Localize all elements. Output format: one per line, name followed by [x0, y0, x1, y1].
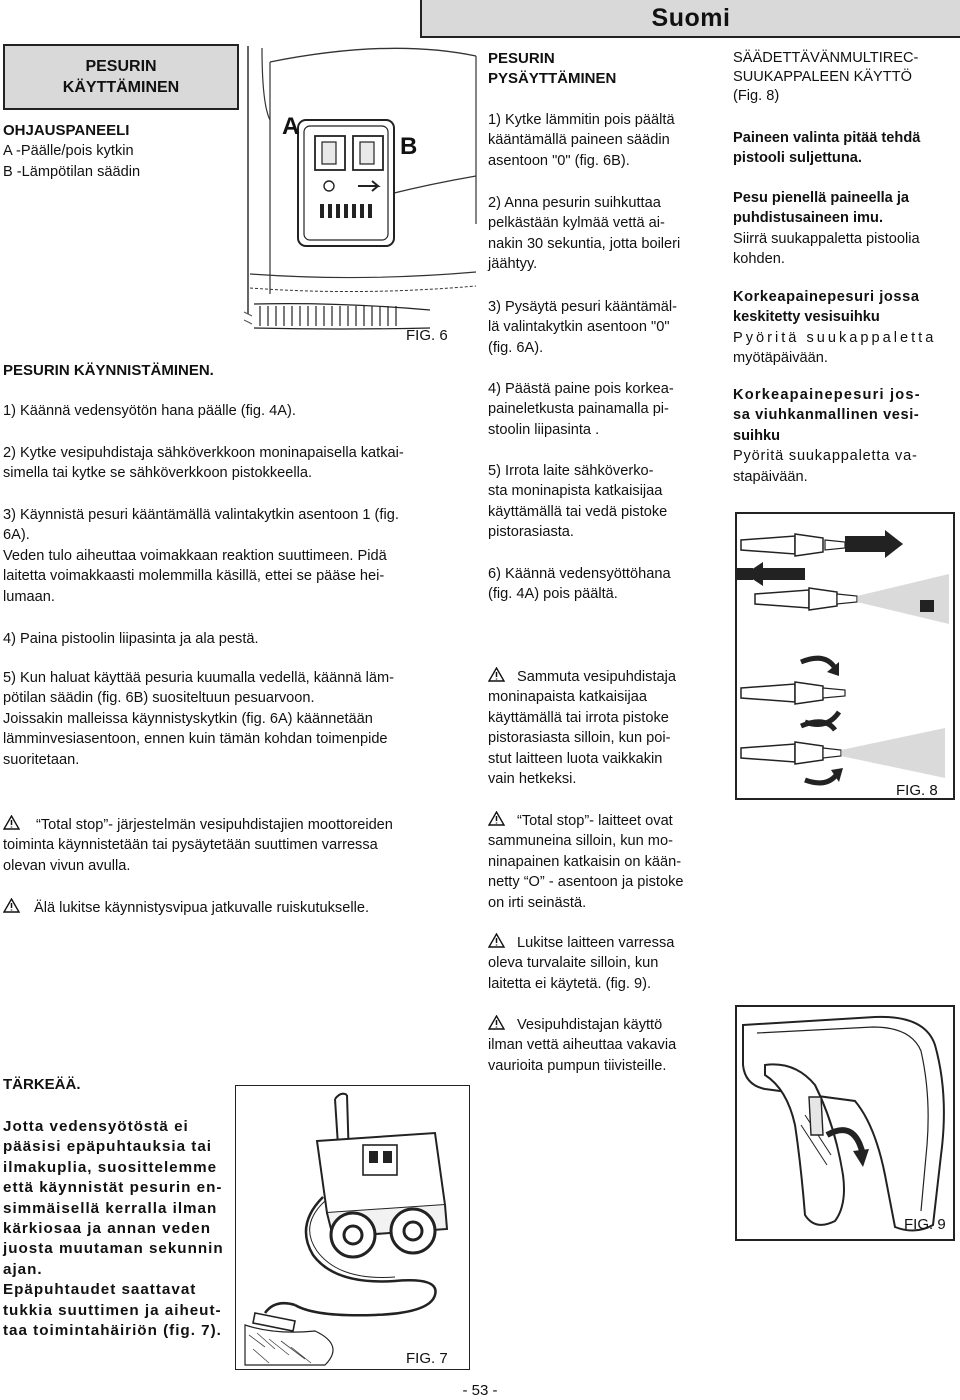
important-line: tukkia suuttimen ja aiheut-	[3, 1301, 222, 1319]
nozzle-low-pressure-line: kohden.	[733, 251, 785, 268]
important-heading: TÄRKEÄÄ.	[3, 1076, 81, 1093]
fig8-nozzle-illustration	[735, 512, 955, 800]
nozzle-low-pressure	[733, 188, 959, 270]
stop-heading	[488, 49, 616, 89]
nozzle-fan-line: suihku	[733, 427, 781, 444]
fig8-caption: FIG. 8	[896, 782, 938, 799]
nozzle-heading-line: SÄÄDETTÄVÄNMULTIREC-	[733, 50, 919, 66]
nozzle-concentrated-diagram	[741, 658, 845, 724]
start-step-2-line1: 2) Kytke vesipuhdistaja sähköverkkoon moninapaisella katkai-	[3, 445, 404, 461]
fig6-caption: FIG. 6	[406, 327, 448, 344]
panel-item-b: B -Lämpötilan säädin	[3, 164, 141, 180]
nozzle-concentrated-line: myötäpäivään.	[733, 350, 828, 367]
stop-step-3	[488, 297, 714, 358]
stop-step-1-line: 1) Kytke lämmitin pois päältä	[488, 112, 675, 128]
nozzle-concentrated	[733, 287, 959, 369]
start-step-3	[3, 505, 469, 607]
warning-total-stop-off-line: on irti seinästä.	[488, 894, 587, 911]
important-line: ajan.	[3, 1260, 43, 1278]
warning-switch-off-line: pistorasiasta silloin, kun poi-	[488, 730, 671, 747]
nozzle-low-pressure-line: puhdistusaineen imu.	[733, 210, 884, 227]
stop-step-2	[488, 193, 714, 275]
warning-no-water-line: ilman vettä aiheuttaa vakavia	[488, 1037, 677, 1054]
warning-icon	[488, 933, 505, 948]
page-number: - 53 -	[462, 1382, 498, 1399]
warning-switch-off	[488, 667, 714, 789]
nozzle-concentrated-line: Pyöritä suukappaletta	[733, 329, 937, 346]
stop-step-1-line: kääntämällä paineen säädin	[488, 132, 670, 149]
section-title-box	[3, 44, 239, 110]
start-step-1: 1) Käännä vedensyötön hana päälle (fig. 4A).	[3, 403, 296, 419]
warning-total-stop-line2: toiminta käynnistetään tai pysäytetään suuttimen varressa	[3, 837, 378, 854]
warning-total-stop-line3: olevan vivun avulla.	[3, 857, 131, 874]
stop-step-5-line: käyttämällä tai vedä pistoke	[488, 503, 668, 520]
start-heading: PESURIN KÄYNNISTÄMINEN.	[3, 362, 214, 379]
language-header: Suomi	[420, 0, 960, 38]
important-line: juosta muutaman sekunnin	[3, 1240, 224, 1258]
fig9-gun-safety-lock-illustration	[735, 1005, 955, 1241]
stop-step-4-line: 4) Päästä paine pois korkea-	[488, 381, 674, 397]
start-step-3-line3: Veden tulo aiheuttaa voimakkaan reaktion suuttimeen. Pidä	[3, 547, 387, 564]
nozzle-low-pressure-line: Pesu pienellä paineella ja	[733, 190, 910, 206]
nozzle-concentrated-line: keskitetty vesisuihku	[733, 309, 880, 326]
stop-step-2-line: pelkästään kylmää vettä ai-	[488, 215, 665, 232]
warning-icon	[3, 898, 20, 913]
control-panel-heading: OHJAUSPANEELI	[3, 122, 130, 139]
start-step-3-line2: 6A).	[3, 527, 30, 544]
warning-no-water-line: Vesipuhdistajan käyttö	[517, 1017, 663, 1033]
stop-step-2-line: 2) Anna pesurin suihkuttaa	[488, 195, 661, 211]
nozzle-fan-line: Korkeapainepesuri jos-	[733, 387, 921, 403]
nozzle-concentrated-line: Korkeapainepesuri jossa	[733, 289, 920, 305]
warning-switch-off-line: moninapaista katkaisijaa	[488, 689, 647, 706]
warning-icon	[488, 1015, 505, 1030]
stop-heading-line2: PYSÄYTTÄMINEN	[488, 70, 617, 87]
stop-step-4-line: paineletkusta painamalla pi-	[488, 401, 669, 418]
start-step-2	[3, 443, 469, 484]
warning-safety-lock	[488, 933, 714, 994]
stop-step-6-line: 6) Käännä vedensyöttöhana	[488, 566, 671, 582]
section-title-line1: PESURIN	[85, 58, 157, 75]
start-step-5	[3, 668, 469, 770]
fig6-control-panel-illustration	[240, 44, 482, 346]
start-step-3-line5: lumaan.	[3, 588, 55, 605]
stop-step-2-line: nakin 30 sekuntia, jotta boileri	[488, 235, 681, 252]
start-step-5-line3: Joissakin malleissa käynnistyskytkin (fig. 6A) käännetään	[3, 710, 373, 727]
stop-step-3-line: (fig. 6A).	[488, 339, 544, 356]
nozzle-note-line: pistooli suljettuna.	[733, 150, 862, 167]
fig7-pressure-washer-illustration	[235, 1085, 470, 1370]
important-line: ilmakuplia, suosittelemme	[3, 1158, 218, 1176]
start-step-3-line4: laitetta voimakkaasti molemmilla käsillä, ettei se pääse hei-	[3, 568, 385, 585]
warning-switch-off-line: käyttämällä tai irrota pistoke	[488, 709, 669, 726]
nozzle-fan-diagram	[741, 722, 945, 783]
stop-step-4-line: stoolin liipasinta .	[488, 421, 600, 438]
panel-item-a: A -Päälle/pois kytkin	[3, 143, 134, 159]
nozzle-heading	[733, 49, 959, 106]
stop-step-3-line: lä valintakytkin asentoon "0"	[488, 319, 670, 336]
stop-heading-line1: PESURIN	[488, 50, 555, 67]
stop-step-5-line: sta moninapista katkaisijaa	[488, 483, 663, 500]
stop-step-6	[488, 564, 714, 605]
important-line: kärkiosaa ja annan veden	[3, 1220, 212, 1238]
fig9-caption: FIG. 9	[904, 1216, 946, 1233]
stop-step-1	[488, 110, 712, 171]
stop-step-4	[488, 379, 714, 440]
nozzle-note-line: Paineen valinta pitää tehdä	[733, 130, 921, 146]
nozzle-heading-line: (Fig. 8)	[733, 88, 780, 104]
start-step-4: 4) Paina pistoolin liipasinta ja ala pestä.	[3, 631, 259, 647]
warning-switch-off-line: vain hetkeksi.	[488, 771, 577, 788]
important-line: taa toimintahäiriön (fig. 7).	[3, 1322, 222, 1340]
important-line: pääsisi epäpuhtauksia tai	[3, 1138, 213, 1156]
important-line: että käynnistät pesurin en-	[3, 1179, 223, 1197]
nozzle-fan-line: Pyöritä suukappaletta va-	[733, 448, 918, 465]
nozzle-low-pressure-line: Siirrä suukappaletta pistoolia	[733, 230, 920, 247]
warning-lock	[3, 898, 369, 918]
fig6-label-b: B	[400, 133, 418, 160]
fig6-label-a: A	[282, 113, 300, 140]
important-line: Jotta vedensyötöstä ei	[3, 1118, 189, 1135]
warning-switch-off-line: Sammuta vesipuhdistaja	[517, 669, 676, 685]
start-step-5-line5: suoritetaan.	[3, 751, 80, 768]
warning-total-stop-line1: “Total stop”- järjestelmän vesipuhdistajien moottoreiden	[36, 817, 393, 833]
warning-icon	[488, 811, 505, 826]
warning-safety-lock-line: oleva turvalaite silloin, kun	[488, 955, 659, 972]
warning-total-stop-off-line: “Total stop”- laitteet ovat	[517, 813, 673, 829]
stop-step-3-line: 3) Pysäytä pesuri kääntämäl-	[488, 299, 677, 315]
warning-lock-text: Älä lukitse käynnistysvipua jatkuvalle ruiskutukselle.	[34, 900, 370, 916]
warning-icon	[488, 667, 505, 682]
important-line: simmäisellä kerralla ilman	[3, 1199, 218, 1217]
stop-step-6-line: (fig. 4A) pois päältä.	[488, 586, 618, 603]
warning-total-stop-off-line: sammuneina silloin, kun mo-	[488, 833, 673, 850]
nozzle-fan-line: stapäivään.	[733, 468, 808, 485]
warning-total-stop	[3, 815, 471, 876]
start-step-3-line1: 3) Käynnistä pesuri kääntämällä valintakytkin asentoon 1 (fig.	[3, 507, 399, 523]
warning-icon	[3, 815, 20, 830]
warning-total-stop-off-line: ninapainen katkaisin on kään-	[488, 853, 682, 870]
start-step-5-line1: 5) Kun haluat käyttää pesuria kuumalla vedellä, käännä läm-	[3, 670, 395, 686]
stop-step-1-line: asentoon "0" (fig. 6B).	[488, 152, 630, 169]
stop-step-5	[488, 461, 714, 543]
important-line: Epäpuhtaudet saattavat	[3, 1281, 197, 1299]
stop-step-5-line: pistorasiasta.	[488, 524, 574, 541]
warning-safety-lock-line: laitetta ei käytetä. (fig. 9).	[488, 975, 652, 992]
warning-no-water-line: vaurioita pumpun tiivisteille.	[488, 1057, 667, 1074]
start-step-2-line2: simella tai kytke se sähköverkkoon pistokkeella.	[3, 465, 313, 482]
start-step-5-line2: pötilan säädin (fig. 6B) suositeltuun pesuarvoon.	[3, 690, 315, 707]
stop-step-5-line: 5) Irrota laite sähköverko-	[488, 463, 654, 479]
warning-total-stop-off	[488, 811, 714, 913]
nozzle-fan-line: sa viuhkanmallinen vesi-	[733, 407, 920, 424]
nozzle-low-pressure-spray-diagram	[735, 562, 949, 624]
nozzle-fan	[733, 385, 959, 487]
warning-no-water	[488, 1015, 714, 1076]
nozzle-note	[733, 128, 959, 169]
section-title-line2: KÄYTTÄMINEN	[62, 79, 180, 96]
fig7-caption: FIG. 7	[406, 1350, 448, 1367]
nozzle-heading-line: SUUKAPPALEEN KÄYTTÖ	[733, 69, 912, 85]
warning-total-stop-off-line: netty “O” - asentoon ja pistoke	[488, 874, 684, 891]
nozzle-low-pressure-diagram	[741, 530, 903, 558]
warning-switch-off-line: stut laitteen luota vaikkakin	[488, 750, 663, 767]
start-step-5-line4: lämminvesiasentoon, ennen kuin tämän kohdan toimenpide	[3, 731, 388, 748]
important-text	[3, 1117, 231, 1341]
warning-safety-lock-line: Lukitse laitteen varressa	[517, 935, 675, 951]
stop-step-2-line: jäähtyy.	[488, 256, 538, 273]
